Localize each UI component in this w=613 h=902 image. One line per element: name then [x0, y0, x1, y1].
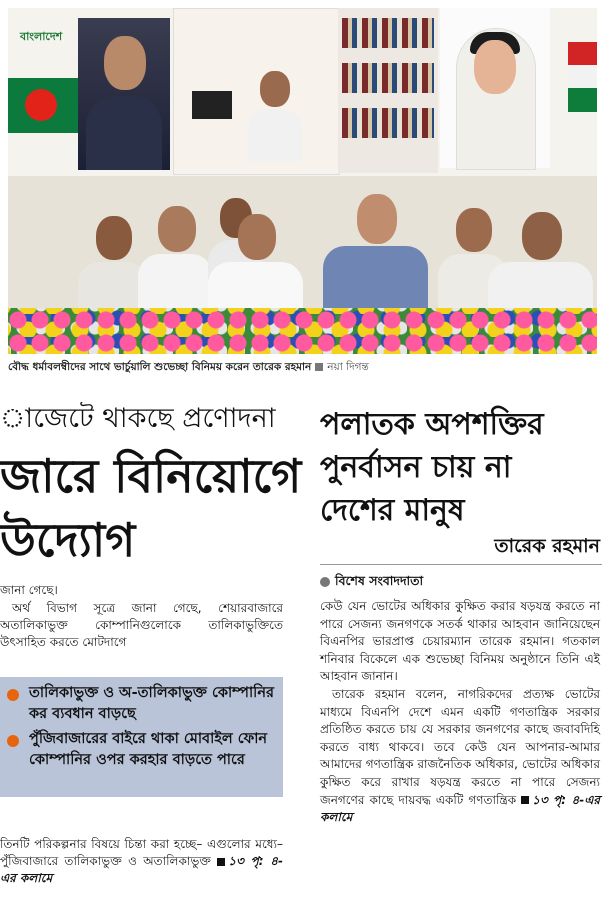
quote-attribution: তারেক রহমান [494, 535, 600, 557]
event-backdrop-banner [8, 8, 597, 176]
bullet-dot-icon [7, 735, 19, 747]
highlight-box [0, 677, 283, 797]
reporter-name: বিশেষ সংবাদদাতা [335, 573, 424, 588]
caption-text: বৌদ্ধ ধর্মাবলম্বীদের সাথে ভার্চুয়ালি শুভেচ্ছা বিনিময় করেন তারেক রহমান [8, 361, 312, 373]
party-flag [568, 42, 597, 112]
right-body-paragraph [320, 686, 600, 827]
left-headline [0, 444, 306, 572]
left-headline-line: জারে বিনিয়োগে [0, 449, 302, 503]
right-headline [320, 403, 605, 532]
continued-text: ১৩ পৃ: ৪-এর কলামে [0, 854, 283, 885]
right-headline-line: পলাতক অপশক্তির [320, 407, 544, 442]
right-body-text: তারেক রহমান বলেন, নাগরিকদের প্রত্যক্ষ ভোটের মাধ্যমে বিএনপি দেশে এমন একটি গণতান্ত্রিক সরকার প্রতিষ্ঠিত করতে চায় যে সরকার জনগণের কাছে জবাবদিহি করতে বাধ্য থাকবে। তবে কেউ যেন আপনার-আমার আমাদের গণতান্ত্রিক রাজনৈতিক অধিকার, ভোটের অধিকার কুক্ষিত করে রাখার ষড়যন্ত্র করতে না পারে সেজন্য জনগণের কাছে দায়বদ্ধ একটি গণতান্ত্রিক [320, 686, 600, 807]
divider [320, 564, 602, 565]
continued-text: ১৩ পৃ: ৪-এর কলামে [320, 792, 600, 825]
news-photo [8, 8, 597, 354]
left-closing-text: তিনটি পরিকল্পনার বিষয়ে চিন্তা করা হচ্ছে– এগুলোর মধ্যে– পুঁজিবাজারে তালিকাভুক্ত ও অতালিকাভুক্ত [0, 837, 283, 868]
banner-text: বাংলাদেশ [20, 30, 63, 43]
right-headline-line: পুনর্বাসন চায় না [320, 450, 512, 485]
highlight-item [7, 683, 277, 725]
bookshelf [338, 8, 438, 173]
right-body-paragraph: কেউ যেন ভোটের অধিকার কুক্ষিত করার ষড়যন্ত্র করতে না পারে সেজন্য জনগণকে সতর্ক থাকার আহবান জানিয়েছেন বিএনপির ভারপ্রাপ্ত চেয়ারম্যান তারেক রহমান। গতকাল শনিবার বিকেলে এক শুভেচ্ছা বিনিময় অনুষ্ঠানে তিনি এই আহবান জানান। [320, 599, 600, 684]
left-kicker: াজেটে থাকছে প্রণোদনা [0, 403, 276, 434]
highlight-item [7, 729, 277, 771]
portrait-right [440, 8, 550, 168]
left-body-paragraph: অর্থ বিভাগ সূত্রে জানা গেছে, শেয়ারবাজারে অতালিকাভুক্ত কোম্পানিগুলোকে তালিকাভুক্তিতে উৎসাহিত করতে মোটদাগে [0, 601, 283, 649]
left-body [0, 582, 283, 652]
reporter-line [320, 573, 423, 593]
video-call-screen [173, 8, 340, 175]
portrait-left [78, 18, 170, 170]
highlight-text: পুঁজিবাজারের বাইরে থাকা মোবাইল ফোন কোম্পানির ওপর করহার বাড়তে পারে [29, 731, 268, 768]
bullet-dot-icon [320, 577, 330, 587]
photo-caption [8, 360, 603, 377]
bangladesh-flag [8, 78, 78, 133]
square-icon [521, 796, 529, 804]
right-body [320, 598, 600, 827]
photo-source: নয়া দিগন্ত [327, 361, 369, 373]
left-body-paragraph: জানা গেছে। [0, 583, 58, 597]
square-icon [315, 363, 323, 371]
seated-guests [8, 176, 597, 308]
flower-arrangement [8, 308, 597, 354]
highlight-text: তালিকাভুক্ত ও অ-তালিকাভুক্ত কোম্পানির কর ব্যবধান বাড়ছে [29, 685, 274, 722]
bullet-dot-icon [7, 689, 19, 701]
square-icon [217, 858, 225, 866]
left-headline-line: উদ্যোগ [0, 513, 136, 567]
left-closing [0, 836, 283, 887]
right-headline-line: দেশের মানুষ [320, 493, 465, 528]
